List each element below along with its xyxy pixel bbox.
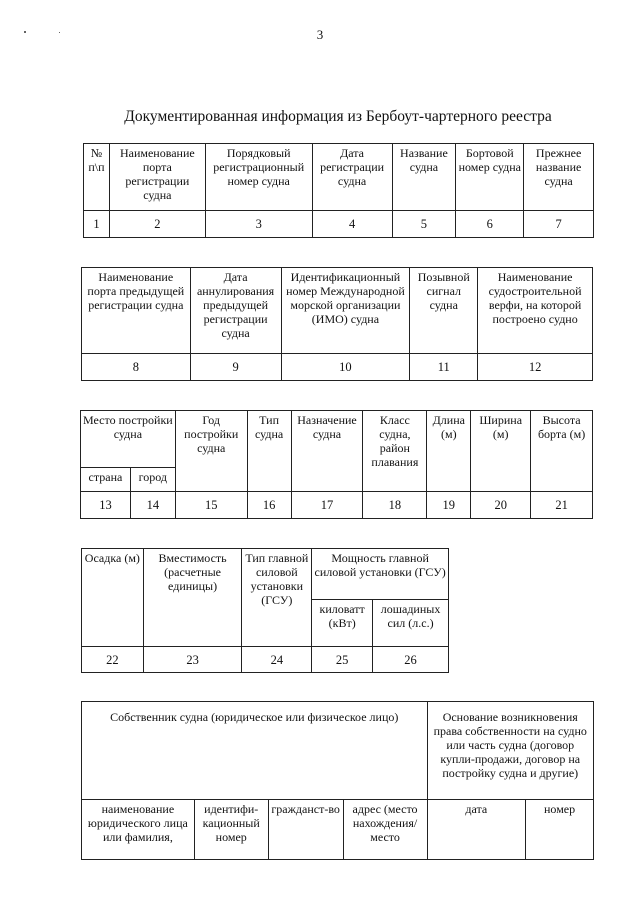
subheader-citizenship: гражданст-во	[268, 800, 343, 860]
column-number: 10	[281, 354, 410, 381]
header-former-name: Прежнее название судна	[524, 144, 594, 211]
header-registration-date: Дата регистрации судна	[312, 144, 392, 211]
header-year-built: Год постройки судна	[175, 411, 247, 492]
header-vessel-name: Название судна	[392, 144, 456, 211]
subheader-owner-name: наименование юридического лица или фамилия,	[82, 800, 195, 860]
registry-table-3	[80, 410, 593, 519]
column-number: 20	[471, 492, 531, 519]
header-registration-number: Порядковый регистрационный номер судна	[205, 144, 312, 211]
column-number: 12	[478, 354, 593, 381]
column-number: 3	[205, 211, 312, 238]
header-call-sign: Позывной сигнал судна	[410, 268, 478, 354]
column-number: 22	[82, 647, 144, 673]
header-place-of-build: Место постройки судна	[81, 411, 176, 468]
header-width: Ширина (м)	[471, 411, 531, 492]
column-number: 13	[81, 492, 131, 519]
header-ownership-basis: Основание возникновения права собственности на судно или часть судна (договор купли-продажи, договор на постройку судна и другие)	[427, 702, 594, 800]
header-vessel-type: Тип судна	[247, 411, 291, 492]
subheader-city: город	[130, 468, 175, 492]
header-length: Длина (м)	[427, 411, 471, 492]
column-number: 5	[392, 211, 456, 238]
header-depth: Высота борта (м)	[531, 411, 593, 492]
column-number: 14	[130, 492, 175, 519]
header-owner: Собственник судна (юридическое или физическое лицо)	[82, 702, 428, 800]
registry-table-4	[81, 548, 449, 673]
subheader-country: страна	[81, 468, 131, 492]
subheader-address: адрес (место нахождения/ место	[343, 800, 427, 860]
column-number: 15	[175, 492, 247, 519]
column-number: 2	[109, 211, 205, 238]
page-number: 3	[316, 27, 324, 42]
column-number: 17	[291, 492, 363, 519]
column-number: 9	[190, 354, 281, 381]
header-class-area: Класс судна, район плавания	[363, 411, 427, 492]
header-cancellation-date: Дата аннулирования предыдущей регистрации судна	[190, 268, 281, 354]
header-imo-number: Идентификационный номер Международной морской организации (ИМО) судна	[281, 268, 410, 354]
header-row-number: № п\п	[84, 144, 110, 211]
document-title: Документированная информация из Бербоут-чартерного реестра	[124, 108, 552, 125]
header-shipyard: Наименование судостроительной верфи, на которой построено судно	[478, 268, 593, 354]
subheader-basis-date: дата	[427, 800, 526, 860]
column-number: 24	[242, 647, 312, 673]
subheader-basis-number: номер	[526, 800, 594, 860]
column-number: 18	[363, 492, 427, 519]
column-number: 8	[82, 354, 191, 381]
subheader-horsepower: лошадиных сил (л.с.)	[373, 600, 449, 647]
column-number: 26	[373, 647, 449, 673]
column-number: 1	[84, 211, 110, 238]
column-number: 11	[410, 354, 478, 381]
subheader-owner-id: идентифи-кационный номер	[194, 800, 268, 860]
column-number: 25	[312, 647, 373, 673]
header-draft: Осадка (м)	[82, 549, 144, 647]
registry-table-5	[81, 701, 594, 860]
column-number: 19	[427, 492, 471, 519]
column-number: 6	[456, 211, 524, 238]
subheader-kilowatt: киловатт (кВт)	[312, 600, 373, 647]
column-number: 21	[531, 492, 593, 519]
registry-table-2	[81, 267, 593, 381]
column-number: 23	[143, 647, 242, 673]
column-number: 7	[524, 211, 594, 238]
registry-table-1	[83, 143, 594, 238]
header-hull-number: Бортовой номер судна	[456, 144, 524, 211]
column-number: 4	[312, 211, 392, 238]
header-previous-port: Наименование порта предыдущей регистрации судна	[82, 268, 191, 354]
header-engine-type: Тип главной силовой установки (ГСУ)	[242, 549, 312, 647]
header-tonnage: Вместимость (расчетные единицы)	[143, 549, 242, 647]
header-engine-power: Мощность главной силовой установки (ГСУ)	[312, 549, 449, 600]
header-purpose: Назначение судна	[291, 411, 363, 492]
column-number: 16	[247, 492, 291, 519]
header-port-of-registry: Наименование порта регистрации судна	[109, 144, 205, 211]
